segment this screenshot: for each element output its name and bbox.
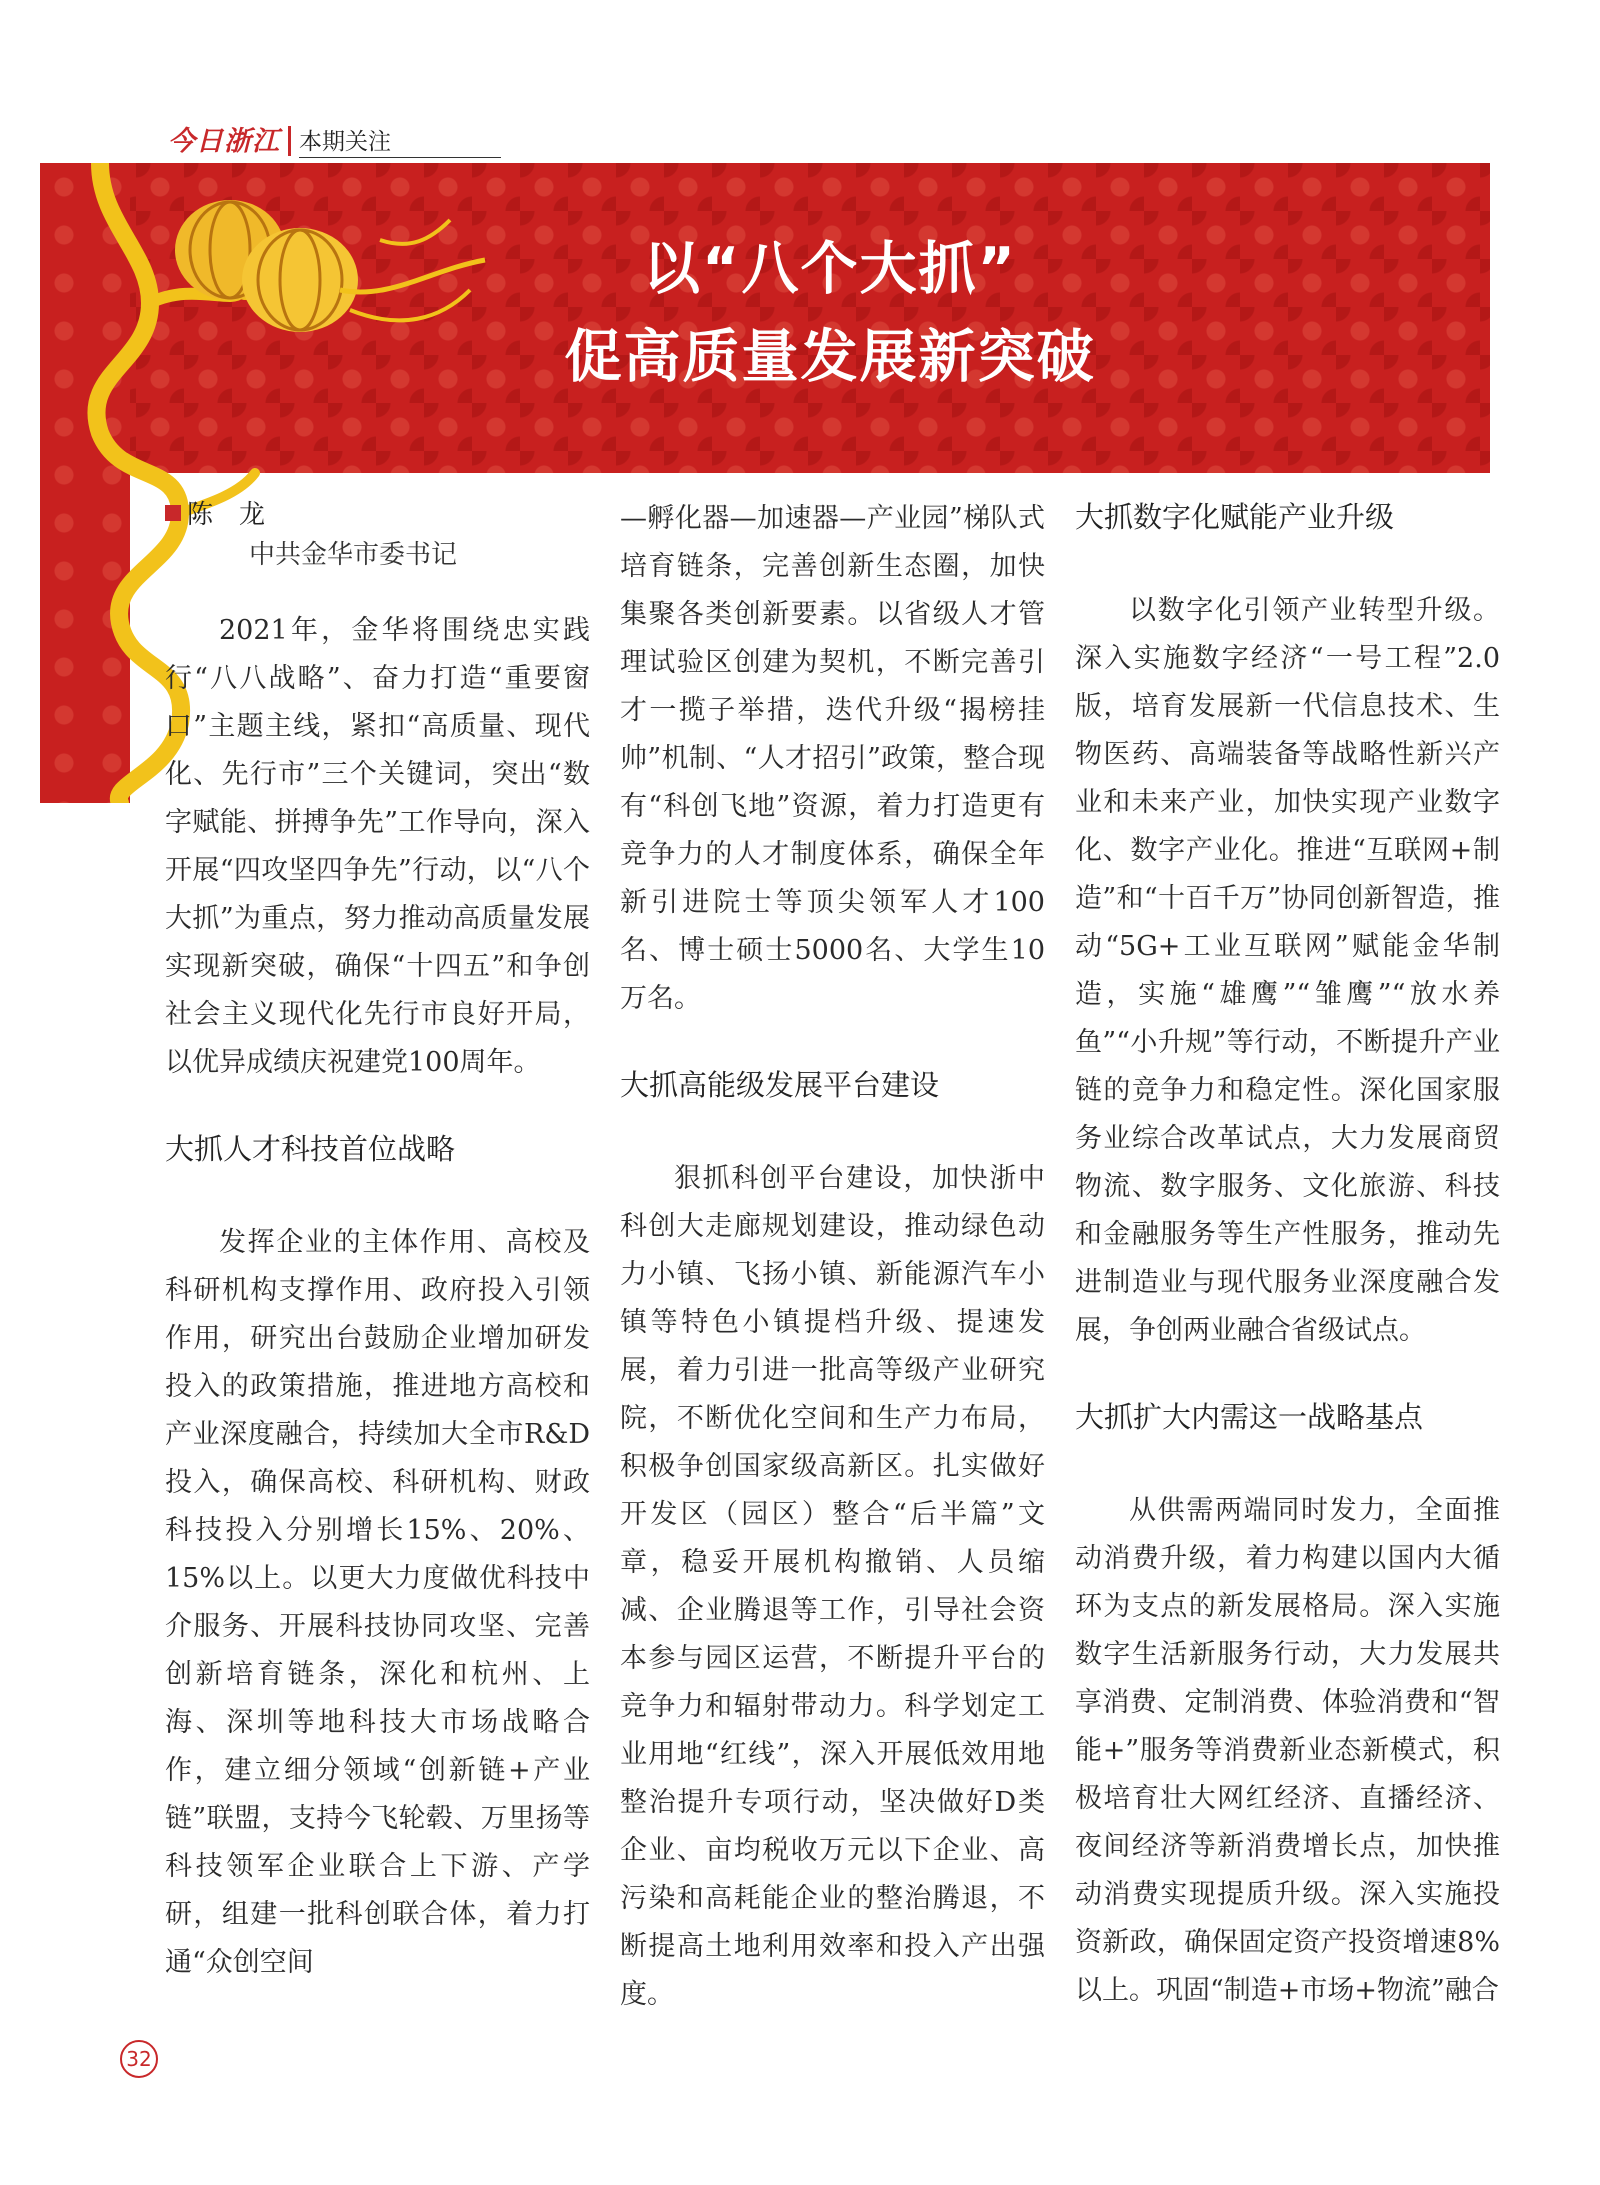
- title-line-2: 促高质量发展新突破: [564, 324, 1096, 390]
- page-header: [168, 122, 501, 158]
- page-number: 32: [120, 2040, 158, 2078]
- article-title: [430, 225, 1230, 401]
- header-separator: [288, 126, 291, 156]
- section-label: 本期关注: [299, 127, 501, 158]
- section-paragraph: 狠抓科创平台建设，加快浙中科创大走廊规划建设，推动绿色动力小镇、飞扬小镇、新能源汽车小镇等特色小镇提档升级、提速发展，着力引进一批高等级产业研究院，不断优化空间和生产力布局，积极争创国家级高新区。扎实做好开发区（园区）整合“后半篇”文章，稳妥开展机构撤销、人员缩减、企业腾退等工作，引导社会资本参与园区运营，不断提升平台的竞争力和辐射带动力。科学划定工业用地“红线”，深入开展低效用地整治提升专项行动，坚决做好D类企业、亩均税收万元以下企业、高污染和高耗能企业的整治腾退，不断提高土地利用效率和投入产出强度。: [620, 1163, 1045, 2010]
- author-title: 中共金华市委书记: [249, 540, 458, 570]
- article-column-2: [620, 495, 1045, 2019]
- section-paragraph: 发挥企业的主体作用、高校及科研机构支撑作用、政府投入引领作用，研究出台鼓励企业增加研发投入的政策措施，推进地方高校和产业深度融合，持续加大全市R&D投入，确保高校、科研机构、财政科技投入分别增长15%、20%、15%以上。以更大力度做优科技中介服务、开展科技协同攻坚、完善创新培育链条，深化和杭州、上海、深圳等地科技大市场战略合作，建立细分领域“创新链+产业链”联盟，支持今飞轮毂、万里扬等科技领军企业联合上下游、产学研，组建一批科创联合体，着力打通“众创空间: [165, 1227, 590, 1978]
- section-heading: 大抓扩大内需这一战略基点: [1075, 1400, 1424, 1434]
- article-column-1: [165, 495, 590, 1987]
- author-name: [165, 495, 590, 535]
- magazine-logo: 今日浙江: [168, 126, 280, 157]
- section-heading: 大抓人才科技首位战略: [165, 1132, 456, 1166]
- section-heading: 大抓数字化赋能产业升级: [1075, 500, 1395, 534]
- red-square-marker: [165, 505, 181, 521]
- section-paragraph: 以数字化引领产业转型升级。深入实施数字经济“一号工程”2.0版，培育发展新一代信息技术、生物医药、高端装备等战略性新兴产业和未来产业，加快实现产业数字化、数字产业化。推进“互联网+制造”和“十百千万”协同创新智造，推动“5G+工业互联网”赋能金华制造，实施“雄鹰”“雏鹰”“放水养鱼”“小升规”等行动，不断提升产业链的竞争力和稳定性。深化国家服务业综合改革试点，大力发展商贸物流、数字服务、文化旅游、科技和金融服务等生产性服务，推动先进制造业与现代服务业深度融合发展，争创两业融合省级试点。: [1075, 595, 1500, 1346]
- section-heading: 大抓高能级发展平台建设: [620, 1068, 940, 1102]
- section-paragraph: 从供需两端同时发力，全面推动消费升级，着力构建以国内大循环为支点的新发展格局。深入实施数字生活新服务行动，大力发展共享消费、定制消费、体验消费和“智能+”服务等消费新业态新模式，积极培育壮大网红经济、直播经济、夜间经济等新消费增长点，加快推动消费实现提质升级。深入实施投资新政，确保固定资产投资增速8%以上。巩固“制造+市场+物流”融合: [1075, 1495, 1500, 2006]
- continued-paragraph: —孵化器—加速器—产业园”梯队式培育链条，完善创新生态圈，加快集聚各类创新要素。以省级人才管理试验区创建为契机，不断完善引才一揽子举措，迭代升级“揭榜挂帅”机制、“人才招引”政策，整合现有“科创飞地”资源，着力打造更有竞争力的人才制度体系，确保全年新引进院士等顶尖领军人才100名、博士硕士5000名、大学生10万名。: [620, 503, 1045, 1014]
- author-name-text: 陈 龙: [187, 500, 266, 530]
- title-line-1: 以“八个大抓”: [643, 236, 1017, 302]
- article-column-3: [1075, 495, 1500, 2015]
- intro-paragraph: 2021年，金华将围绕忠实践行“八八战略”、奋力打造“重要窗口”主题主线，紧扣“高质量、现代化、先行市”三个关键词，突出“数字赋能、拼搏争先”工作导向，深入开展“四攻坚四争先”行动，以“八个大抓”为重点，努力推动高质量发展实现新突破，确保“十四五”和争创社会主义现代化先行市良好开局，以优异成绩庆祝建党100周年。: [165, 615, 590, 1078]
